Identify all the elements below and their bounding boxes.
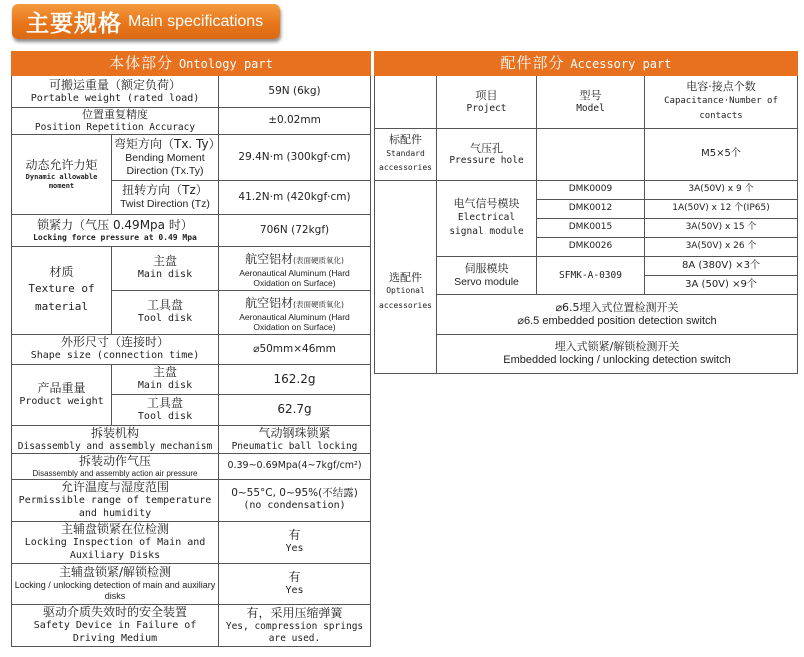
label-material-main: 主盘 Main disk xyxy=(112,246,219,290)
label-bending-moment: 弯矩方向（Tx. Ty） Bending Moment Direction (Tx.Ty) xyxy=(112,134,219,180)
value-bending-moment: 29.4N·m (300kgf·cm) xyxy=(219,134,371,180)
value-twist: 41.2N·m (420kgf·cm) xyxy=(219,180,371,214)
value-repeat-accuracy: ±0.02mm xyxy=(219,108,371,135)
servo-module: 伺服模块 Servo module xyxy=(437,257,537,295)
value-cell: 3A(50V) x 9 个 xyxy=(645,181,798,200)
label-safety-device: 驱动介质失效时的安全装置 Safety Device in Failure of Driving Medium xyxy=(12,604,219,646)
table-row xyxy=(375,335,798,374)
table-row xyxy=(12,364,371,394)
table-row xyxy=(12,479,371,521)
table-row xyxy=(375,295,798,335)
table-row xyxy=(12,453,371,479)
label-locking-force: 锁紧力（气压 0.49Mpa 时） Locking force pressure at 0.49 Mpa xyxy=(12,214,219,246)
value-weight-tool: 62.7g xyxy=(219,394,371,425)
value-material-tool: 航空铝材(表面硬质氧化) Aeronautical Aluminum (Hard Oxidation on Surface) xyxy=(219,290,371,334)
table-row xyxy=(12,425,371,453)
standard-model xyxy=(537,129,645,181)
label-lock-inspection: 主辅盘锁紧在位检测 Locking Inspection of Main and Auxiliary Disks xyxy=(12,521,219,563)
label-dynamic-moment: 动态允许力矩 Dynamic allowable moment xyxy=(12,134,112,214)
label-standard: 标配件 Standard accessories xyxy=(375,129,437,181)
value-lock-unlock-detect: 有 Yes xyxy=(219,563,371,604)
value-lock-inspection: 有 Yes xyxy=(219,521,371,563)
label-material: 材质 Texture of material xyxy=(12,246,112,334)
label-portable-weight: 可搬运重量（额定负荷） Portable weight (rated load) xyxy=(12,76,219,108)
table-row xyxy=(12,214,371,246)
lock-switch: 埋入式锁紧/解锁检测开关 Embedded locking / unlocking detection switch xyxy=(437,335,798,374)
value-cell: 8A (380V) ×3个 xyxy=(645,257,798,276)
table-row xyxy=(12,108,371,135)
value-temp-humidity: 0~55°C, 0~95%(不结露) (no condensation) xyxy=(219,479,371,521)
empty-corner-cell xyxy=(375,76,437,129)
standard-item: 气压孔 Pressure hole xyxy=(437,129,537,181)
table-row xyxy=(12,334,371,364)
value-cell: 3A(50V) x 15 个 xyxy=(645,219,798,238)
table-row xyxy=(12,521,371,563)
ontology-spec-table xyxy=(11,51,371,647)
value-safety-device: 有，采用压缩弹簧 Yes, compression springs are used. xyxy=(219,604,371,646)
label-shape-size: 外形尺寸（连接时） Shape size (connection time) xyxy=(12,334,219,364)
value-cell: 3A (50V) ×9个 xyxy=(645,276,798,295)
label-weight-tool: 工具盘 Tool disk xyxy=(112,394,219,425)
value-portable-weight: 59N (6kg) xyxy=(219,76,371,108)
label-material-tool: 工具盘 Tool disk xyxy=(112,290,219,334)
label-repeat-accuracy: 位置重复精度 Position Repetition Accuracy xyxy=(12,108,219,135)
model-cell: DMK0009 xyxy=(537,181,645,200)
col-header-capacity: 电容·接点个数 Capacitance·Number of contacts xyxy=(645,76,798,129)
table-row xyxy=(12,134,371,180)
standard-value: M5×5个 xyxy=(645,129,798,181)
col-header-model: 型号 Model xyxy=(537,76,645,129)
value-material-main: 航空铝材(表面硬质氧化) Aeronautical Aluminum (Hard Oxidation on Surface) xyxy=(219,246,371,290)
value-cell: 1A(50V) x 12 个(IP65) xyxy=(645,200,798,219)
title-zh: 主要规格 xyxy=(26,11,122,37)
value-shape-size: ⌀50mm×46mm xyxy=(219,334,371,364)
value-weight-main: 162.2g xyxy=(219,364,371,394)
table-row xyxy=(12,604,371,646)
value-cell: 3A(50V) x 26 个 xyxy=(645,238,798,257)
col-header-project: 项目 Project xyxy=(437,76,537,129)
accessory-header: 配件部分 Accessory part xyxy=(375,52,798,76)
table-header-row xyxy=(375,76,798,129)
ontology-header: 本体部分 Ontology part xyxy=(12,52,371,76)
value-locking-force: 706N (72kgf) xyxy=(219,214,371,246)
table-row xyxy=(12,563,371,604)
servo-model: SFMK-A-0309 xyxy=(537,257,645,295)
table-row xyxy=(375,181,798,200)
label-weight-main: 主盘 Main disk xyxy=(112,364,219,394)
label-temp-humidity: 允许温度与湿度范围 Permissible range of temperature and humidity xyxy=(12,479,219,521)
electrical-signal-module: 电气信号模块 Electrical signal module xyxy=(437,181,537,257)
label-product-weight: 产品重量 Product weight xyxy=(12,364,112,425)
value-mechanism: 气动钢珠锁紧 Pneumatic ball locking xyxy=(219,425,371,453)
table-row xyxy=(375,257,798,276)
label-lock-unlock-detect: 主辅盘锁紧/解锁检测 Locking / unlocking detection of main and auxiliary disks xyxy=(12,563,219,604)
label-optional: 选配件 Optional accessories xyxy=(375,181,437,374)
accessory-spec-table xyxy=(374,51,798,374)
label-air-pressure: 拆装动作气压 Disassembly and assembly action air pressure xyxy=(12,453,219,479)
model-cell: DMK0026 xyxy=(537,238,645,257)
title-en: Main specifications xyxy=(128,12,264,30)
table-row xyxy=(12,76,371,108)
position-switch: ⌀6.5埋入式位置检测开关 ⌀6.5 embedded position detection switch xyxy=(437,295,798,335)
model-cell: DMK0012 xyxy=(537,200,645,219)
section-title-badge xyxy=(12,4,280,39)
table-row-standard xyxy=(375,129,798,181)
model-cell: DMK0015 xyxy=(537,219,645,238)
label-mechanism: 拆装机构 Disassembly and assembly mechanism xyxy=(12,425,219,453)
value-air-pressure: 0.39~0.69Mpa(4~7kgf/cm²) xyxy=(219,453,371,479)
label-twist: 扭转方向（Tz） Twist Direction (Tz) xyxy=(112,180,219,214)
table-row xyxy=(12,246,371,290)
